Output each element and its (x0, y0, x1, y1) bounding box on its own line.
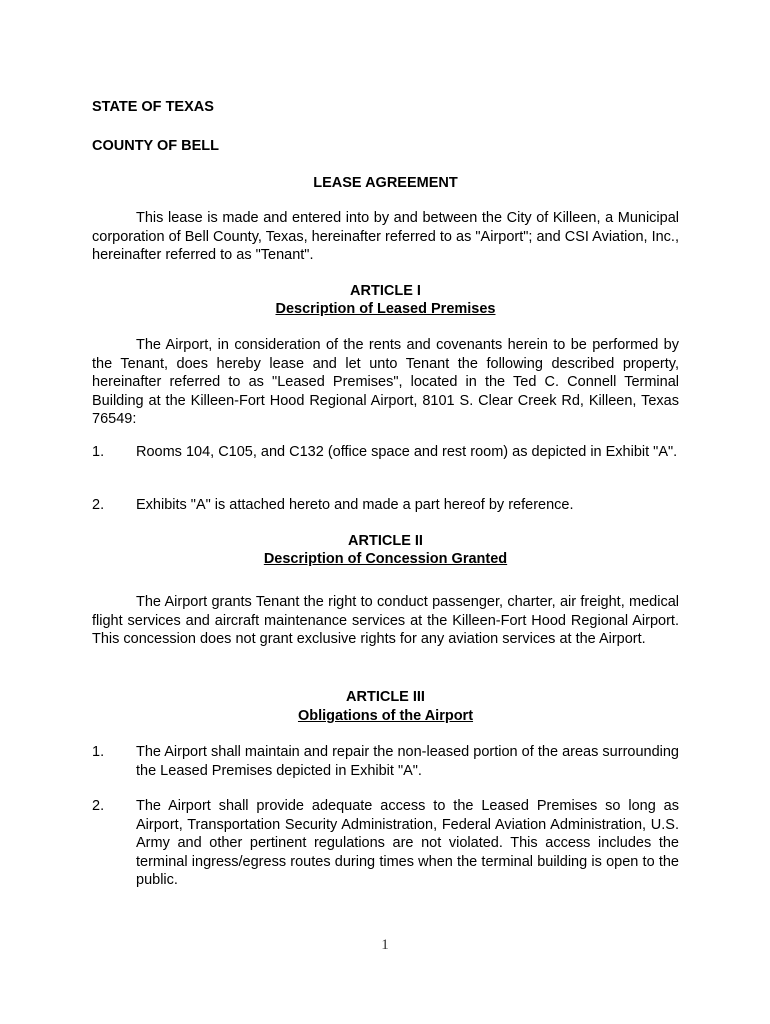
article-1-item-1-number: 1. (92, 444, 105, 460)
article-2-title (92, 550, 679, 569)
article-2-label: ARTICLE II (348, 533, 423, 549)
article-2-title-text: Description of Concession Granted (263, 551, 508, 567)
article-3-label: ARTICLE III (346, 689, 425, 705)
intro-paragraph: This lease is made and entered into by and between the City of Killeen, a Municipal corporation of Bell County, Texas, hereinafter referred to as "Airport"; and CSI Aviation, Inc., hereinafter referred to as "Tenant". (92, 210, 679, 263)
article-1-title-text: Description of Leased Premises (275, 301, 496, 317)
state-heading: STATE OF TEXAS (92, 99, 214, 115)
article-1-body: The Airport, in consideration of the rents and covenants herein to be performed by the Tenant, does hereby lease and let unto Tenant the following described property, hereinafter referred to as "Leased Premises", located in the Ted C. Connell Terminal Building at the Killeen-Fort Hood Regional Airport, 8101 S. Clear Creek Rd, Killeen, Texas 76549: (92, 337, 679, 427)
article-3-item-1-number: 1. (92, 744, 105, 760)
article-2-body: The Airport grants Tenant the right to conduct passenger, charter, air freight, medical flight services and aircraft maintenance services at the Killeen-Fort Hood Regional Airport. This concession does not grant exclusive rights for any aviation services at the Airport. (92, 594, 679, 647)
county-heading: COUNTY OF BELL (92, 138, 220, 154)
article-1-item-2-number: 2. (92, 497, 105, 513)
article-1-item-2-text: Exhibits "A" is attached hereto and made a part hereof by reference. (136, 497, 574, 513)
article-1-title (92, 300, 679, 319)
page-number: 1 (381, 937, 389, 953)
document-title: LEASE AGREEMENT (313, 175, 458, 191)
article-1-label: ARTICLE I (350, 283, 421, 299)
article-3-title-text: Obligations of the Airport (297, 708, 474, 724)
article-3-item-1-text: The Airport shall maintain and repair the non-leased portion of the areas surrounding the Leased Premises depicted in Exhibit "A". (136, 744, 679, 779)
article-1-item-1-text: Rooms 104, C105, and C132 (office space and rest room) as depicted in Exhibit "A". (136, 444, 678, 460)
article-3-item-2-number: 2. (92, 798, 105, 814)
article-3-item-2-text: The Airport shall provide adequate access to the Leased Premises so long as Airport, Transportation Security Administration, Federal Aviation Administration, U.S. Army and other pertinent regulations are not violated. This access includes the terminal ingress/egress routes during times when the terminal building is open to the public. (136, 798, 679, 888)
article-3-title (92, 707, 679, 726)
